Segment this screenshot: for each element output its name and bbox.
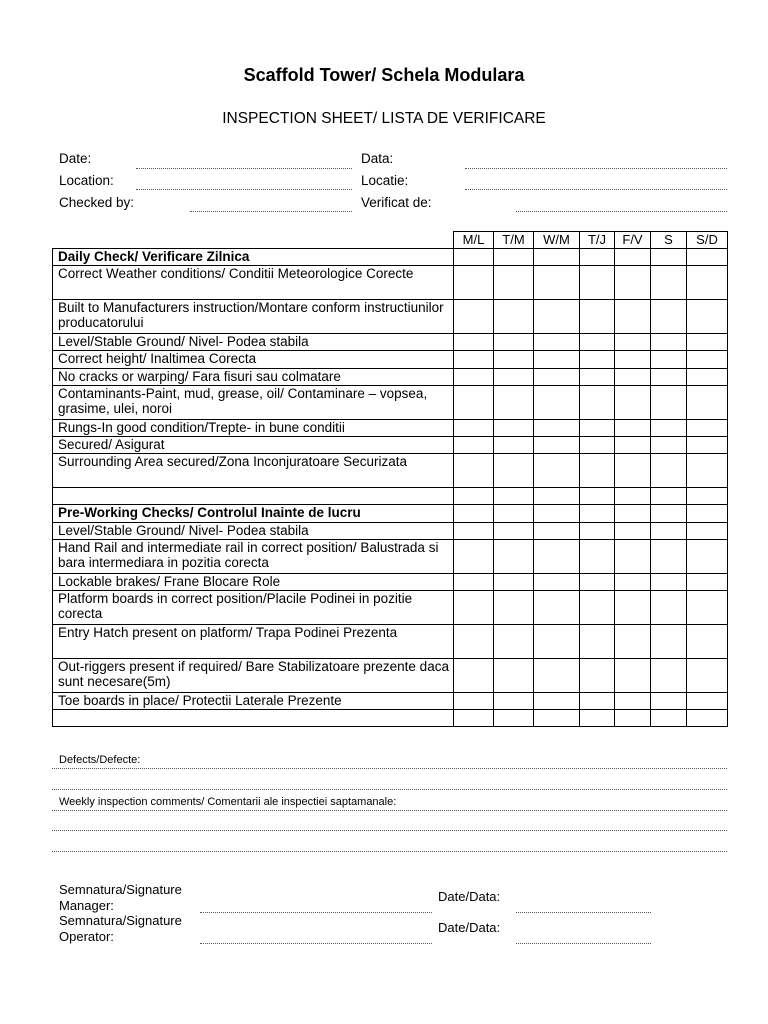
check-cell[interactable] [534, 692, 580, 709]
check-cell[interactable] [651, 505, 687, 522]
check-cell[interactable] [651, 266, 687, 300]
check-cell[interactable] [580, 385, 615, 419]
check-cell[interactable] [651, 249, 687, 266]
header-empty-cell [53, 232, 454, 249]
check-cell[interactable] [615, 573, 651, 590]
check-item-label: Level/Stable Ground/ Nivel- Podea stabila [53, 334, 454, 351]
check-cell[interactable] [580, 300, 615, 334]
operator-date-label: Date/Data: [438, 920, 501, 935]
check-cell[interactable] [534, 454, 580, 488]
check-cell[interactable] [454, 419, 494, 436]
check-item-label: Correct Weather conditions/ Conditii Meteorologice Corecte [53, 266, 454, 300]
check-cell[interactable] [687, 590, 728, 624]
checked-by-label: Checked by: [59, 195, 135, 210]
check-cell[interactable] [534, 368, 580, 385]
check-cell[interactable] [651, 573, 687, 590]
check-cell[interactable] [615, 419, 651, 436]
check-cell[interactable] [615, 590, 651, 624]
check-cell[interactable] [454, 351, 494, 368]
check-cell[interactable] [494, 385, 534, 419]
checked-by-line[interactable] [190, 211, 352, 212]
manager-date-label: Date/Data: [438, 889, 501, 904]
check-cell[interactable] [580, 505, 615, 522]
check-cell[interactable] [534, 385, 580, 419]
check-cell[interactable] [615, 249, 651, 266]
checklist-row [53, 368, 728, 385]
check-item-label: Platform boards in correct position/Placile Podinei in pozitie corecta [53, 590, 454, 624]
check-item-label: Entry Hatch present on platform/ Trapa Podinei Prezenta [53, 624, 454, 658]
checklist-row [53, 266, 728, 300]
check-cell[interactable] [494, 658, 534, 692]
check-cell[interactable] [534, 624, 580, 658]
check-cell[interactable] [494, 590, 534, 624]
location-label: Location: [59, 173, 114, 188]
check-cell[interactable] [580, 368, 615, 385]
checklist-row [53, 436, 728, 453]
check-cell[interactable] [580, 539, 615, 573]
check-cell[interactable] [687, 454, 728, 488]
defects-line[interactable] [52, 768, 727, 769]
blank-row [53, 710, 728, 727]
check-cell[interactable] [454, 522, 494, 539]
check-cell[interactable] [454, 658, 494, 692]
operator-signature-label: Semnatura/Signature Operator: [59, 913, 182, 944]
check-item-label: Built to Manufacturers instruction/Montare conform instructiunilor producatorului [53, 300, 454, 334]
check-cell[interactable] [534, 710, 580, 727]
check-cell[interactable] [494, 454, 534, 488]
weekly-comments-line-3[interactable] [52, 851, 727, 852]
location-line[interactable] [136, 189, 352, 190]
check-cell[interactable] [651, 334, 687, 351]
weekly-comments-line-2[interactable] [52, 830, 727, 831]
check-cell[interactable] [580, 351, 615, 368]
check-cell[interactable] [651, 385, 687, 419]
check-cell[interactable] [651, 454, 687, 488]
check-cell[interactable] [494, 368, 534, 385]
check-cell[interactable] [454, 368, 494, 385]
document-title: Scaffold Tower/ Schela Modulara [243, 65, 525, 85]
inspection-table [52, 231, 728, 727]
check-cell[interactable] [687, 300, 728, 334]
check-cell[interactable] [494, 624, 534, 658]
date-label: Date: [59, 151, 92, 166]
check-cell[interactable] [687, 385, 728, 419]
check-cell[interactable] [494, 488, 534, 505]
check-cell[interactable] [534, 573, 580, 590]
day-header: T/J [580, 232, 615, 249]
check-item-label [53, 710, 454, 727]
check-cell[interactable] [615, 334, 651, 351]
checklist-row [53, 658, 728, 692]
check-cell[interactable] [534, 351, 580, 368]
day-header: S/D [687, 232, 728, 249]
locatie-label: Locatie: [361, 173, 409, 188]
check-cell[interactable] [580, 522, 615, 539]
check-item-label: Toe boards in place/ Protectii Laterale Prezente [53, 692, 454, 709]
day-header: M/L [454, 232, 494, 249]
check-cell[interactable] [687, 368, 728, 385]
check-cell[interactable] [454, 300, 494, 334]
checklist-row [53, 419, 728, 436]
check-cell[interactable] [687, 419, 728, 436]
check-cell[interactable] [615, 300, 651, 334]
checklist-row [53, 624, 728, 658]
check-cell[interactable] [454, 573, 494, 590]
date-line[interactable] [136, 168, 352, 169]
check-cell[interactable] [494, 522, 534, 539]
weekly-comments-label: Weekly inspection comments/ Comentarii ale inspectiei saptamanale: [59, 796, 397, 808]
check-cell[interactable] [580, 624, 615, 658]
blank-row [53, 488, 728, 505]
check-cell[interactable] [534, 488, 580, 505]
check-cell[interactable] [580, 658, 615, 692]
check-cell[interactable] [494, 334, 534, 351]
check-cell[interactable] [580, 692, 615, 709]
check-cell[interactable] [651, 368, 687, 385]
check-cell[interactable] [687, 539, 728, 573]
checklist-row [53, 590, 728, 624]
check-cell[interactable] [615, 351, 651, 368]
check-cell[interactable] [534, 539, 580, 573]
day-header: F/V [615, 232, 651, 249]
check-cell[interactable] [454, 385, 494, 419]
check-cell[interactable] [454, 488, 494, 505]
check-cell[interactable] [651, 710, 687, 727]
check-cell[interactable] [687, 436, 728, 453]
check-item-label: Rungs-In good condition/Trepte- in bune conditii [53, 419, 454, 436]
checklist-row [53, 539, 728, 573]
check-item-label: Correct height/ Inaltimea Corecta [53, 351, 454, 368]
check-cell[interactable] [687, 334, 728, 351]
check-cell[interactable] [494, 436, 534, 453]
verificat-de-label: Verificat de: [361, 195, 432, 210]
check-cell[interactable] [580, 590, 615, 624]
check-cell[interactable] [687, 710, 728, 727]
check-cell[interactable] [687, 522, 728, 539]
manager-signature-label: Semnatura/Signature Manager: [59, 882, 182, 913]
check-item-label: No cracks or warping/ Fara fisuri sau colmatare [53, 368, 454, 385]
check-item-label: Lockable brakes/ Frane Blocare Role [53, 573, 454, 590]
check-cell[interactable] [615, 539, 651, 573]
check-cell[interactable] [687, 624, 728, 658]
check-cell[interactable] [454, 334, 494, 351]
data-label: Data: [361, 151, 394, 166]
check-cell[interactable] [534, 658, 580, 692]
day-header: S [651, 232, 687, 249]
check-cell[interactable] [494, 300, 534, 334]
check-cell[interactable] [454, 266, 494, 300]
check-cell[interactable] [651, 590, 687, 624]
check-cell[interactable] [580, 419, 615, 436]
check-cell[interactable] [454, 454, 494, 488]
check-cell[interactable] [534, 334, 580, 351]
check-cell[interactable] [454, 590, 494, 624]
section-title: Pre-Working Checks/ Controlul Inainte de lucru [53, 505, 454, 522]
check-cell[interactable] [494, 505, 534, 522]
check-cell[interactable] [687, 351, 728, 368]
check-cell[interactable] [494, 710, 534, 727]
check-cell[interactable] [687, 249, 728, 266]
check-cell[interactable] [651, 488, 687, 505]
section-row [53, 249, 728, 266]
verificat-de-line[interactable] [516, 211, 727, 212]
check-cell[interactable] [651, 658, 687, 692]
check-cell[interactable] [615, 368, 651, 385]
check-cell[interactable] [687, 488, 728, 505]
checklist-row [53, 522, 728, 539]
check-cell[interactable] [651, 692, 687, 709]
check-cell[interactable] [454, 692, 494, 709]
check-cell[interactable] [454, 436, 494, 453]
check-cell[interactable] [651, 539, 687, 573]
check-cell[interactable] [615, 522, 651, 539]
check-cell[interactable] [454, 710, 494, 727]
check-cell[interactable] [615, 454, 651, 488]
checklist-row [53, 351, 728, 368]
check-cell[interactable] [534, 590, 580, 624]
checklist-row [53, 454, 728, 488]
section-row [53, 505, 728, 522]
check-cell[interactable] [534, 522, 580, 539]
check-item-label: Hand Rail and intermediate rail in correct position/ Balustrada si bara intermediara in pozitia corecta [53, 539, 454, 573]
manager-signature-line[interactable] [200, 912, 432, 913]
check-cell[interactable] [494, 692, 534, 709]
check-cell[interactable] [534, 436, 580, 453]
weekly-comments-line[interactable] [52, 810, 727, 811]
checklist-row [53, 334, 728, 351]
check-cell[interactable] [580, 249, 615, 266]
check-cell[interactable] [534, 266, 580, 300]
day-header: T/M [494, 232, 534, 249]
check-cell[interactable] [615, 658, 651, 692]
manager-date-line[interactable] [516, 912, 651, 913]
check-cell[interactable] [494, 249, 534, 266]
document-subtitle: INSPECTION SHEET/ LISTA DE VERIFICARE [222, 110, 546, 127]
check-cell[interactable] [494, 351, 534, 368]
locatie-line[interactable] [465, 189, 727, 190]
check-item-label: Secured/ Asigurat [53, 436, 454, 453]
check-cell[interactable] [580, 266, 615, 300]
check-cell[interactable] [687, 692, 728, 709]
check-item-label: Surrounding Area secured/Zona Inconjuratoare Securizata [53, 454, 454, 488]
day-header: W/M [534, 232, 580, 249]
data-line[interactable] [465, 168, 727, 169]
checklist-row [53, 385, 728, 419]
check-cell[interactable] [494, 266, 534, 300]
check-cell[interactable] [687, 573, 728, 590]
check-item-label: Contaminants-Paint, mud, grease, oil/ Contaminare – vopsea, grasime, ulei, noroi [53, 385, 454, 419]
check-cell[interactable] [615, 436, 651, 453]
check-cell[interactable] [687, 266, 728, 300]
check-cell[interactable] [651, 300, 687, 334]
check-cell[interactable] [580, 454, 615, 488]
operator-signature-line[interactable] [200, 943, 432, 944]
check-cell[interactable] [687, 658, 728, 692]
checklist-row [53, 300, 728, 334]
check-cell[interactable] [615, 505, 651, 522]
check-cell[interactable] [651, 624, 687, 658]
check-cell[interactable] [651, 522, 687, 539]
check-cell[interactable] [454, 624, 494, 658]
check-cell[interactable] [580, 488, 615, 505]
check-cell[interactable] [454, 249, 494, 266]
check-cell[interactable] [494, 539, 534, 573]
checklist-row [53, 692, 728, 709]
check-cell[interactable] [615, 710, 651, 727]
check-cell[interactable] [651, 419, 687, 436]
check-cell[interactable] [651, 436, 687, 453]
check-cell[interactable] [534, 505, 580, 522]
checklist-row [53, 573, 728, 590]
check-cell[interactable] [534, 419, 580, 436]
check-cell[interactable] [580, 334, 615, 351]
check-cell[interactable] [494, 573, 534, 590]
check-cell[interactable] [534, 300, 580, 334]
check-cell[interactable] [615, 488, 651, 505]
check-cell[interactable] [651, 351, 687, 368]
check-item-label [53, 488, 454, 505]
check-cell[interactable] [687, 505, 728, 522]
check-cell[interactable] [494, 419, 534, 436]
check-item-label: Level/Stable Ground/ Nivel- Podea stabila [53, 522, 454, 539]
defects-label: Defects/Defecte: [59, 754, 141, 766]
table-header-row [53, 232, 728, 249]
check-cell[interactable] [454, 539, 494, 573]
check-item-label: Out-riggers present if required/ Bare Stabilizatoare prezente daca sunt necesare(5m) [53, 658, 454, 692]
check-cell[interactable] [580, 710, 615, 727]
check-cell[interactable] [580, 573, 615, 590]
check-cell[interactable] [615, 624, 651, 658]
check-cell[interactable] [615, 692, 651, 709]
check-cell[interactable] [454, 505, 494, 522]
check-cell[interactable] [534, 249, 580, 266]
check-cell[interactable] [580, 436, 615, 453]
defects-line-2[interactable] [52, 789, 727, 790]
section-title: Daily Check/ Verificare Zilnica [53, 249, 454, 266]
operator-date-line[interactable] [516, 943, 651, 944]
check-cell[interactable] [615, 385, 651, 419]
check-cell[interactable] [615, 266, 651, 300]
